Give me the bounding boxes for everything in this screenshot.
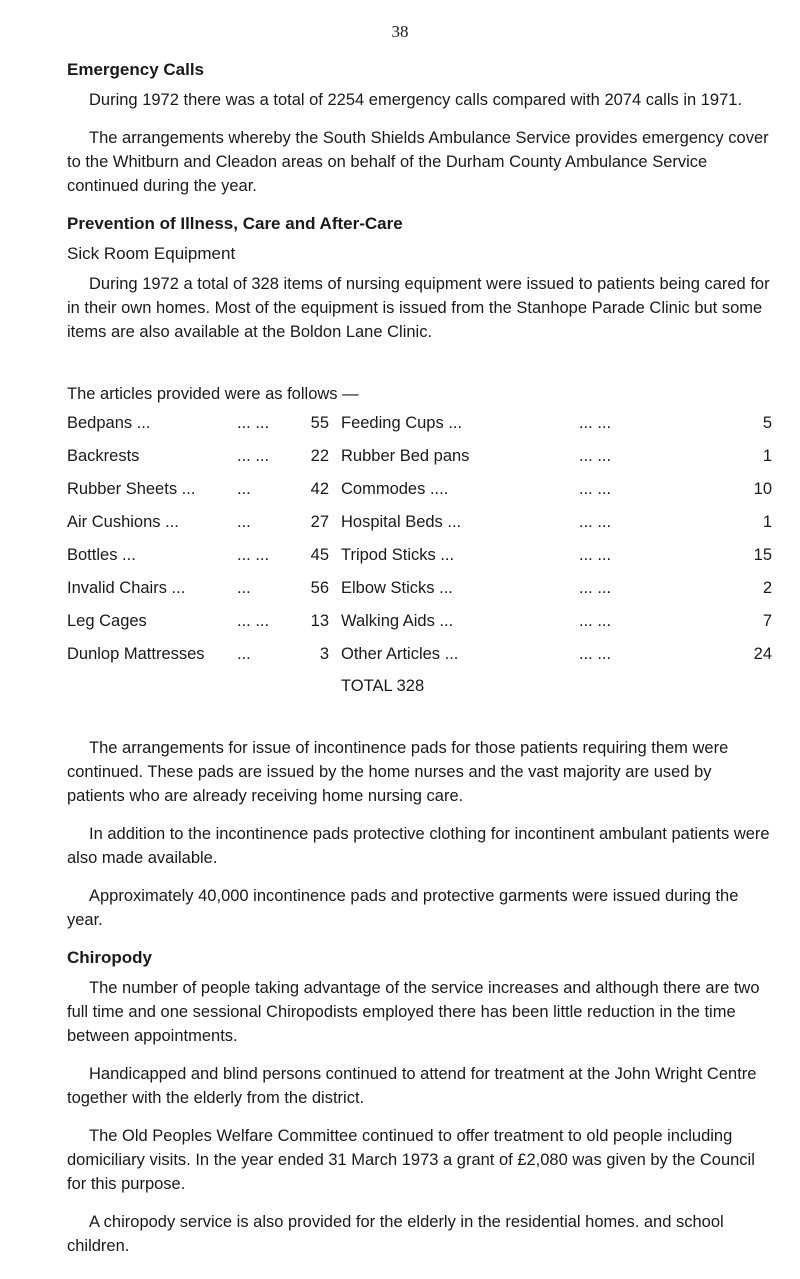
article-row	[67, 410, 772, 443]
article-right-count: 15	[753, 546, 772, 564]
article-right-name: Feeding Cups ...	[341, 414, 463, 432]
article-left-name: Bottles ...	[67, 546, 136, 564]
incontinence-paragraph-2: In addition to the incontinence pads protective clothing for incontinent ambulant patients were also made available.	[67, 825, 770, 867]
article-row	[67, 443, 772, 476]
article-left-name: Dunlop Mattresses	[67, 645, 205, 663]
article-right-leader: ... ...	[579, 480, 612, 498]
sick-room-equipment-subheading: Sick Room Equipment	[67, 244, 236, 263]
article-row	[67, 608, 772, 641]
article-left-name: Leg Cages	[67, 612, 147, 630]
emergency-calls-heading: Emergency Calls	[67, 60, 205, 79]
article-right-leader: ... ...	[579, 579, 612, 597]
article-right-count: 10	[753, 480, 772, 498]
article-right-name: Hospital Beds ...	[341, 513, 462, 531]
article-left-leader: ... ...	[237, 546, 270, 564]
article-row	[67, 476, 772, 509]
article-row	[67, 575, 772, 608]
prevention-heading: Prevention of Illness, Care and After-Care	[67, 214, 403, 233]
chiropody-paragraph-4: A chiropody service is also provided for the elderly in the residential homes. and school children.	[67, 1213, 724, 1255]
article-right-name: Other Articles ...	[341, 645, 459, 663]
incontinence-paragraph-3: Approximately 40,000 incontinence pads and protective garments were issued during the year.	[67, 887, 739, 929]
article-right-count: 24	[753, 645, 772, 663]
article-left-name: Backrests	[67, 447, 140, 465]
chiropody-paragraph-1: The number of people taking advantage of the service increases and although there are two full time and one sessional Chiropodists employed there has been little reduction in the time between appointments.	[67, 979, 760, 1045]
article-left-count: 42	[310, 480, 329, 498]
article-left-leader: ...	[237, 480, 251, 498]
emergency-paragraph-1: During 1972 there was a total of 2254 emergency calls compared with 2074 calls in 1971.	[89, 91, 743, 109]
article-left-name: Rubber Sheets ...	[67, 480, 196, 498]
page-content	[67, 58, 772, 1272]
article-right-leader: ... ...	[579, 645, 612, 663]
article-right-name: Elbow Sticks ...	[341, 579, 453, 597]
articles-table	[67, 382, 772, 704]
emergency-paragraph-2: The arrangements whereby the South Shields Ambulance Service provides emergency cover to the Whitburn and Cleadon areas on behalf of the Durham County Ambulance Service continued during the year.	[67, 129, 769, 195]
article-row	[67, 542, 772, 575]
article-row	[67, 641, 772, 674]
incontinence-paragraph-1: The arrangements for issue of incontinence pads for those patients requiring them were continued. These pads are issued by the home nurses and the vast majority are used by patients who are already receiving home nursing care.	[67, 739, 729, 805]
article-left-name: Bedpans ...	[67, 414, 151, 432]
article-right-name: Commodes ....	[341, 480, 449, 498]
article-right-leader: ... ...	[579, 513, 612, 531]
article-left-count: 55	[310, 414, 329, 432]
article-right-count: 1	[762, 447, 772, 465]
article-left-count: 27	[310, 513, 329, 531]
article-right-count: 1	[762, 513, 772, 531]
article-left-leader: ... ...	[237, 612, 270, 630]
article-left-leader: ...	[237, 645, 251, 663]
article-right-count: 2	[762, 579, 772, 597]
page-number: 38	[391, 22, 409, 41]
article-right-name: Tripod Sticks ...	[341, 546, 455, 564]
article-left-count: 22	[310, 447, 329, 465]
article-left-count: 56	[310, 579, 329, 597]
article-row	[67, 509, 772, 542]
article-right-count: 7	[762, 612, 772, 630]
chiropody-heading: Chiropody	[67, 948, 152, 967]
article-right-leader: ... ...	[579, 447, 612, 465]
article-right-count: 5	[762, 414, 772, 432]
article-left-count: 13	[310, 612, 329, 630]
incontinence-section	[67, 736, 772, 932]
articles-intro: The articles provided were as follows —	[67, 385, 359, 403]
articles-total: TOTAL 328	[341, 677, 425, 695]
article-right-leader: ... ...	[579, 546, 612, 564]
article-left-leader: ... ...	[237, 447, 270, 465]
article-left-name: Invalid Chairs ...	[67, 579, 186, 597]
article-right-name: Walking Aids ...	[341, 612, 454, 630]
articles-rows	[67, 410, 772, 674]
article-left-count: 45	[310, 546, 329, 564]
article-left-leader: ...	[237, 513, 251, 531]
article-left-name: Air Cushions ...	[67, 513, 179, 531]
article-right-leader: ... ...	[579, 414, 612, 432]
chiropody-paragraph-3: The Old Peoples Welfare Committee continued to offer treatment to old people including domiciliary visits. In the year ended 31 March 1973 a grant of £2,080 was given by the Council for this purpose.	[67, 1127, 755, 1193]
article-right-name: Rubber Bed pans	[341, 447, 470, 465]
article-right-leader: ... ...	[579, 612, 612, 630]
article-left-leader: ... ...	[237, 414, 270, 432]
prevention-paragraph-1: During 1972 a total of 328 items of nursing equipment were issued to patients being cared for in their own homes. Most of the equipment is issued from the Stanhope Parade Clinic but some items are also available at the Boldon Lane Clinic.	[67, 275, 770, 341]
chiropody-paragraph-2: Handicapped and blind persons continued to attend for treatment at the John Wright Centre together with the elderly from the district.	[67, 1065, 757, 1107]
article-left-leader: ...	[237, 579, 251, 597]
article-left-count: 3	[319, 645, 329, 663]
